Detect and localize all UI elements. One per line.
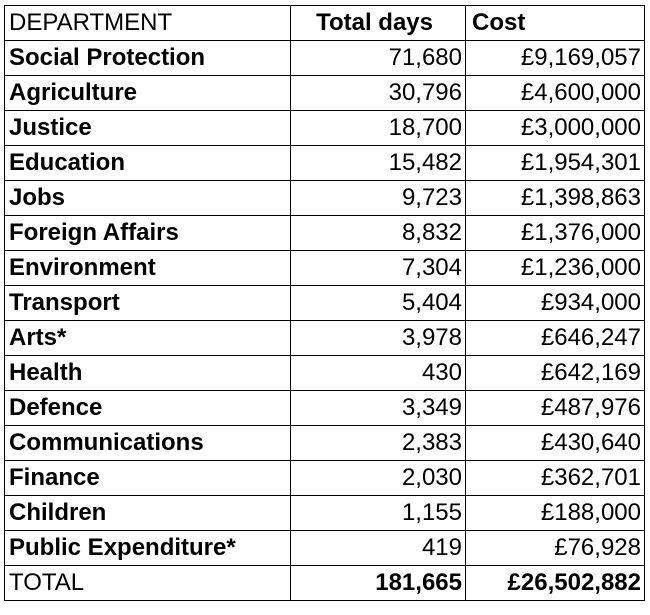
department-cell: Jobs <box>5 181 291 216</box>
department-cell: Communications <box>5 426 291 461</box>
table-row <box>5 461 645 496</box>
department-cost-table <box>4 5 645 601</box>
cost-cell: £1,376,000 <box>466 216 645 251</box>
department-cell: Health <box>5 356 291 391</box>
total-days-cell: 15,482 <box>291 146 466 181</box>
table-row <box>5 216 645 251</box>
total-days-cell: 3,978 <box>291 321 466 356</box>
total-days-cell: 9,723 <box>291 181 466 216</box>
department-cell: Social Protection <box>5 41 291 76</box>
total-days-cell: 3,349 <box>291 391 466 426</box>
cost-cell: £430,640 <box>466 426 645 461</box>
table-row <box>5 321 645 356</box>
total-label: TOTAL <box>5 566 291 601</box>
cost-cell: £1,236,000 <box>466 251 645 286</box>
header-row <box>5 6 645 41</box>
cost-cell: £3,000,000 <box>466 111 645 146</box>
header-department: DEPARTMENT <box>5 6 291 41</box>
total-days-cell: 2,383 <box>291 426 466 461</box>
total-days-cell: 71,680 <box>291 41 466 76</box>
table-row <box>5 41 645 76</box>
department-cell: Justice <box>5 111 291 146</box>
header-total-days: Total days <box>291 6 466 41</box>
cost-cell: £1,398,863 <box>466 181 645 216</box>
department-cell: Public Expenditure* <box>5 531 291 566</box>
cost-cell: £4,600,000 <box>466 76 645 111</box>
total-cost-value: £26,502,882 <box>466 566 645 601</box>
total-days-cell: 419 <box>291 531 466 566</box>
total-days-cell: 2,030 <box>291 461 466 496</box>
total-days-cell: 1,155 <box>291 496 466 531</box>
total-days-cell: 430 <box>291 356 466 391</box>
total-days-value: 181,665 <box>291 566 466 601</box>
department-cell: Children <box>5 496 291 531</box>
cost-cell: £487,976 <box>466 391 645 426</box>
table-row <box>5 286 645 321</box>
department-cell: Defence <box>5 391 291 426</box>
cost-cell: £646,247 <box>466 321 645 356</box>
table-row <box>5 391 645 426</box>
total-days-cell: 7,304 <box>291 251 466 286</box>
table-row <box>5 356 645 391</box>
table-row <box>5 251 645 286</box>
department-cell: Finance <box>5 461 291 496</box>
total-days-cell: 18,700 <box>291 111 466 146</box>
table-row <box>5 496 645 531</box>
table-row <box>5 76 645 111</box>
cost-cell: £9,169,057 <box>466 41 645 76</box>
table-row <box>5 111 645 146</box>
total-days-cell: 5,404 <box>291 286 466 321</box>
total-days-cell: 8,832 <box>291 216 466 251</box>
table-row <box>5 146 645 181</box>
department-cell: Arts* <box>5 321 291 356</box>
table-body <box>5 41 645 601</box>
header-cost: Cost <box>466 6 645 41</box>
cost-cell: £1,954,301 <box>466 146 645 181</box>
department-cell: Transport <box>5 286 291 321</box>
department-cell: Education <box>5 146 291 181</box>
table-row <box>5 181 645 216</box>
cost-cell: £362,701 <box>466 461 645 496</box>
cost-cell: £934,000 <box>466 286 645 321</box>
cost-cell: £188,000 <box>466 496 645 531</box>
department-cell: Environment <box>5 251 291 286</box>
total-row <box>5 566 645 601</box>
cost-cell: £642,169 <box>466 356 645 391</box>
cost-cell: £76,928 <box>466 531 645 566</box>
department-cell: Foreign Affairs <box>5 216 291 251</box>
table-row <box>5 426 645 461</box>
table-row <box>5 531 645 566</box>
department-cell: Agriculture <box>5 76 291 111</box>
total-days-cell: 30,796 <box>291 76 466 111</box>
